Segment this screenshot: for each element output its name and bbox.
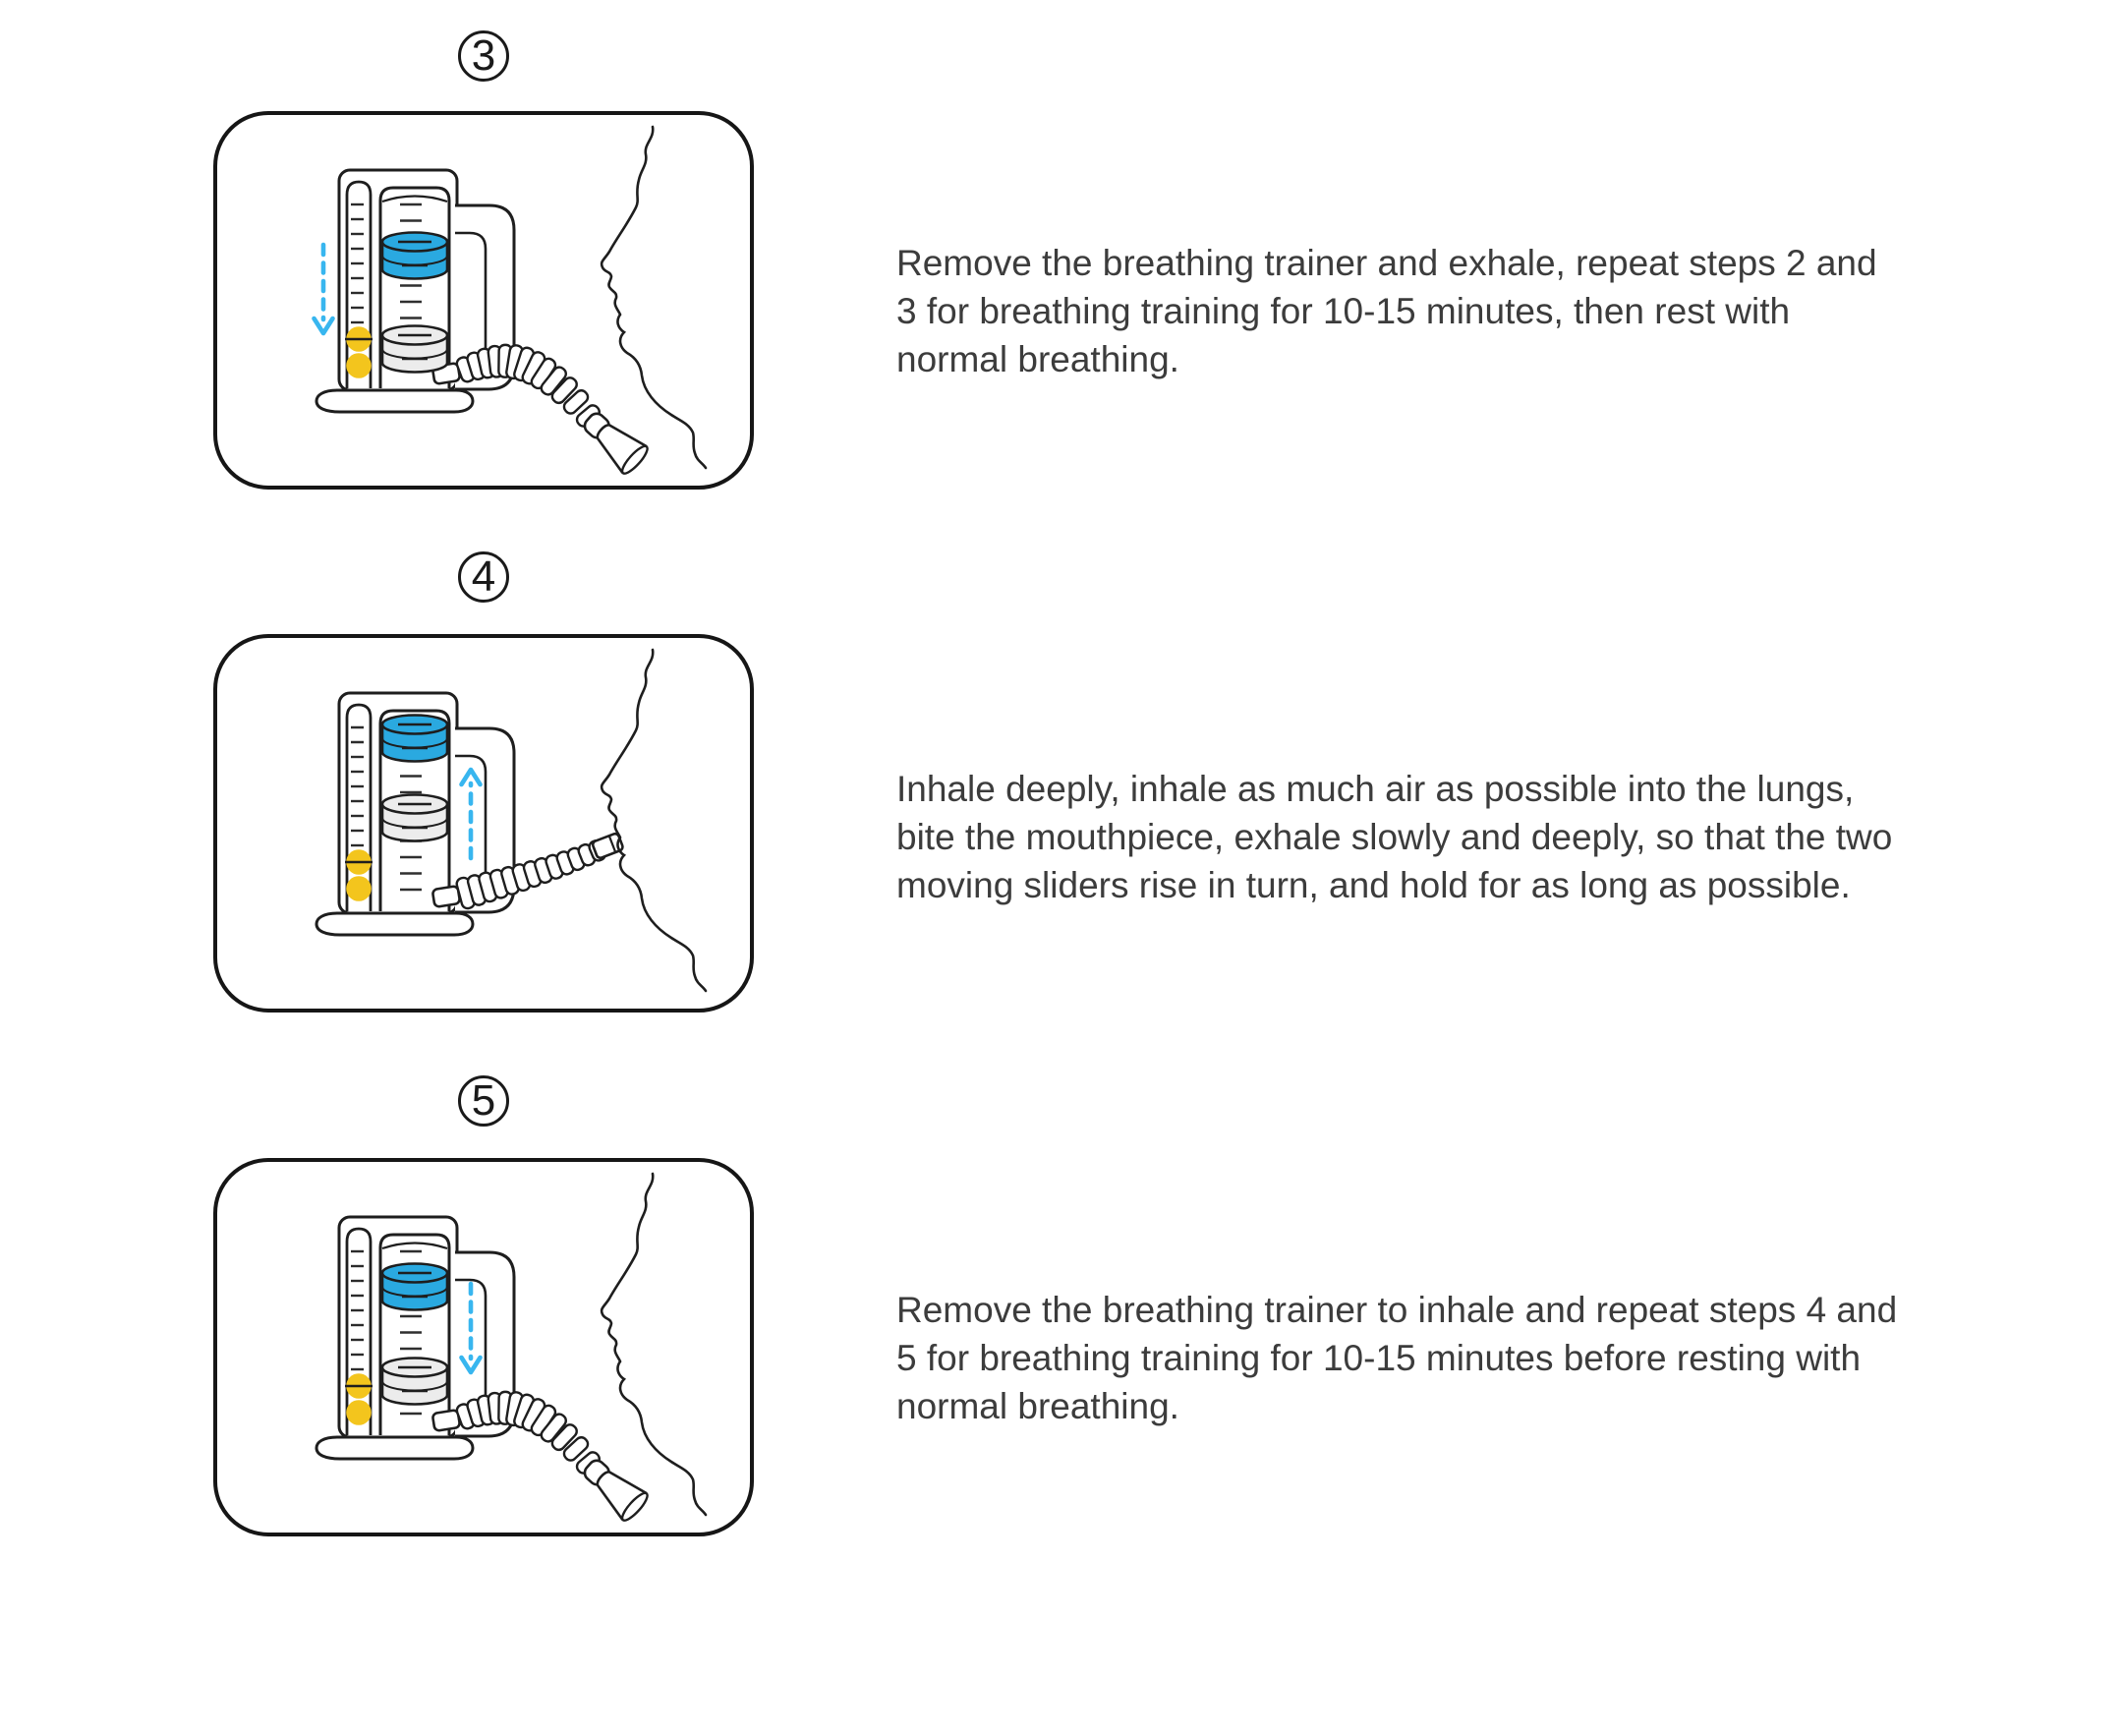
instruction-line: 3 for breathing training for 10-15 minutes, then rest with — [896, 291, 1791, 331]
spirometer-exhale-illustration — [213, 111, 754, 490]
spirometer-rest-illustration — [213, 1158, 754, 1536]
step-3-instruction — [896, 239, 1877, 383]
instruction-line: normal breathing. — [896, 1386, 1179, 1426]
instruction-line: 5 for breathing training for 10-15 minutes before resting with — [896, 1338, 1862, 1378]
gray-slider — [382, 795, 447, 841]
step-number-badge — [458, 551, 509, 603]
blue-slider — [382, 233, 447, 279]
blue-slider — [382, 1264, 447, 1310]
arrow-down-icon — [315, 245, 333, 333]
step-number: 5 — [471, 1076, 496, 1125]
blue-slider — [382, 716, 447, 762]
instruction-line: Remove the breathing trainer to inhale and repeat steps 4 and — [896, 1290, 1898, 1330]
step-5-instruction — [896, 1286, 1897, 1430]
gray-slider — [382, 1359, 447, 1405]
step-number-badge — [458, 1075, 509, 1127]
instruction-line: moving sliders rise in turn, and hold for as long as possible. — [896, 865, 1851, 905]
step-number: 4 — [471, 552, 496, 601]
face-profile — [602, 127, 706, 468]
step-3-illustration-panel — [213, 111, 754, 490]
instruction-line: Remove the breathing trainer and exhale, repeat steps 2 and — [896, 243, 1877, 283]
step-4-illustration-panel — [213, 634, 754, 1013]
instruction-line: bite the mouthpiece, exhale slowly and deeply, so that the two — [896, 817, 1893, 857]
spirometer-inhale-illustration — [213, 634, 754, 1013]
face-profile-biting — [602, 650, 706, 991]
step-5-illustration-panel — [213, 1158, 754, 1536]
gray-slider — [382, 326, 447, 373]
step-number: 3 — [471, 31, 496, 80]
instruction-line: normal breathing. — [896, 339, 1179, 379]
instruction-line: Inhale deeply, inhale as much air as possible into the lungs, — [896, 769, 1855, 809]
step-4-instruction — [896, 765, 1892, 909]
step-number-badge — [458, 30, 509, 82]
face-profile — [602, 1174, 706, 1515]
